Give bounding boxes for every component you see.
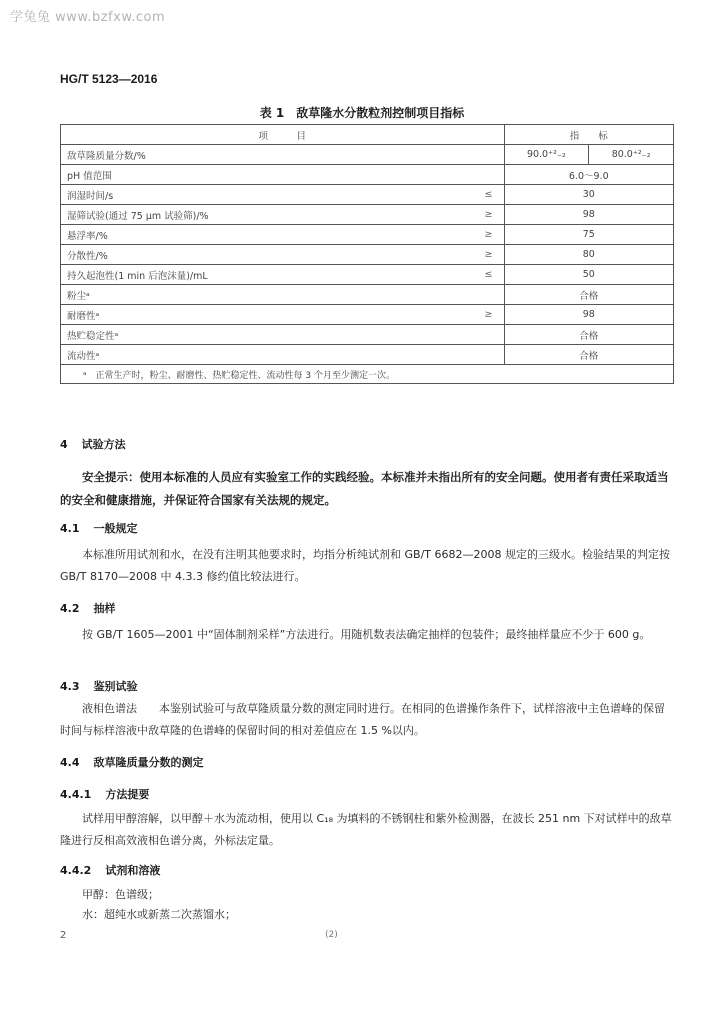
table-row	[61, 325, 674, 345]
table-footnote: ᵃ 正常生产时，粉尘、耐磨性、热贮稳定性、流动性每 3 个月至少测定一次。	[61, 365, 674, 384]
row-operator: ≥	[474, 245, 505, 265]
footer-mark: (2)	[325, 930, 338, 940]
table-row	[61, 165, 674, 185]
row-value: 合格	[504, 325, 674, 345]
table-row	[61, 225, 674, 245]
row-name: 持久起泡性(1 min 后泡沫量)/mL	[61, 265, 474, 285]
row-value: 80	[504, 245, 674, 265]
row-operator	[474, 285, 505, 305]
row-name: 润湿时间/s	[61, 185, 474, 205]
row-operator: ≥	[474, 205, 505, 225]
section-number: 4	[60, 438, 68, 451]
section-4-4-2-heading	[60, 862, 160, 878]
table-footnote-row	[61, 365, 674, 384]
table-row	[61, 245, 674, 265]
row-value: 75	[504, 225, 674, 245]
row-name: 耐磨性ᵃ	[61, 305, 474, 325]
section-title: 方法提要	[105, 788, 150, 801]
row-operator	[474, 345, 505, 365]
table-row	[61, 265, 674, 285]
section-number: 4.1	[60, 522, 80, 535]
table-row	[61, 305, 674, 325]
reagent-item: 水：超纯水或新蒸二次蒸馏水；	[82, 908, 236, 921]
paragraph-4-1: 本标准所用试剂和水，在没有注明其他要求时，均指分析纯试剂和 GB/T 6682—2008 规定的三级水。检验结果的判定按 GB/T 8170—2008 中 4.3.3 修约值比较法进行。	[60, 548, 670, 583]
section-4-3-heading	[60, 678, 138, 694]
page-number: 2	[60, 930, 67, 941]
section-title: 敌草隆质量分数的测定	[93, 756, 204, 769]
row-operator: ≥	[474, 225, 505, 245]
table-header-row	[61, 125, 674, 145]
paragraph-4-2: 按 GB/T 1605—2001 中“固体制剂采样”方法进行。用随机数表法确定抽样的包装件；最终抽样量应不少于 600 g。	[82, 628, 651, 641]
row-value: 98	[504, 305, 674, 325]
table-caption: 表 1 敌草隆水分散粒剂控制项目指标	[259, 106, 465, 120]
row-name: 敌草隆质量分数/%	[61, 145, 505, 165]
section-title: 一般规定	[93, 522, 138, 535]
row-value-2: 80.0⁺²₋₂	[589, 145, 674, 165]
row-value: 50	[504, 265, 674, 285]
section-title: 试验方法	[81, 438, 126, 451]
section-title: 抽样	[93, 602, 116, 615]
table-row	[61, 285, 674, 305]
header-item: 项 目	[61, 125, 505, 145]
section-number: 4.4.2	[60, 864, 92, 877]
section-title: 鉴别试验	[93, 680, 138, 693]
spec-table	[60, 124, 674, 384]
row-name: pH 值范围	[61, 165, 474, 185]
row-operator	[474, 325, 505, 345]
standard-code: HG/T 5123—2016	[60, 72, 158, 86]
row-operator: ≤	[474, 265, 505, 285]
watermark: 学兔兔 www.bzfxw.com	[10, 10, 166, 25]
row-name: 热贮稳定性ᵃ	[61, 325, 474, 345]
row-value: 98	[504, 205, 674, 225]
paragraph-4-4-1: 试样用甲醇溶解，以甲醇＋水为流动相，使用以 C₁₈ 为填料的不锈钢柱和紫外检测器，在波长 251 nm 下对试样中的敌草隆进行反相高效液相色谱分离，外标法定量。	[60, 812, 672, 847]
paragraph-4-3: 液相色谱法 本鉴别试验可与敌草隆质量分数的测定同时进行。在相同的色谱操作条件下，试样溶液中主色谱峰的保留时间与标样溶液中敌草隆的色谱峰的保留时间的相对差值应在 1.5 %以内。	[60, 702, 665, 737]
row-value: 合格	[504, 345, 674, 365]
reagent-item: 甲醇：色谱级；	[82, 888, 159, 901]
row-operator	[474, 165, 505, 185]
row-value: 6.0～9.0	[504, 165, 674, 185]
table-row	[61, 205, 674, 225]
section-4-4-1-heading	[60, 786, 149, 802]
table-row	[61, 185, 674, 205]
row-value: 30	[504, 185, 674, 205]
row-name: 悬浮率/%	[61, 225, 474, 245]
section-4-heading	[60, 436, 126, 452]
row-name: 分散性/%	[61, 245, 474, 265]
row-name: 粉尘ᵃ	[61, 285, 474, 305]
section-number: 4.4.1	[60, 788, 92, 801]
row-name: 湿筛试验(通过 75 μm 试验筛)/%	[61, 205, 474, 225]
row-value-1: 90.0⁺²₋₂	[504, 145, 589, 165]
section-number: 4.2	[60, 602, 80, 615]
section-4-1-heading	[60, 520, 138, 536]
row-operator: ≤	[474, 185, 505, 205]
table-row	[61, 145, 674, 165]
row-value: 合格	[504, 285, 674, 305]
section-number: 4.3	[60, 680, 80, 693]
safety-note: 安全提示：使用本标准的人员应有实验室工作的实践经验。本标准并未指出所有的安全问题。使用者有责任采取适当的安全和健康措施，并保证符合国家有关法规的规定。	[60, 470, 669, 507]
row-operator: ≥	[474, 305, 505, 325]
section-number: 4.4	[60, 756, 80, 769]
section-title: 试剂和溶液	[105, 864, 161, 877]
section-4-4-heading	[60, 754, 204, 770]
header-index: 指 标	[504, 125, 674, 145]
section-4-2-heading	[60, 600, 116, 616]
table-row	[61, 345, 674, 365]
row-name: 流动性ᵃ	[61, 345, 474, 365]
